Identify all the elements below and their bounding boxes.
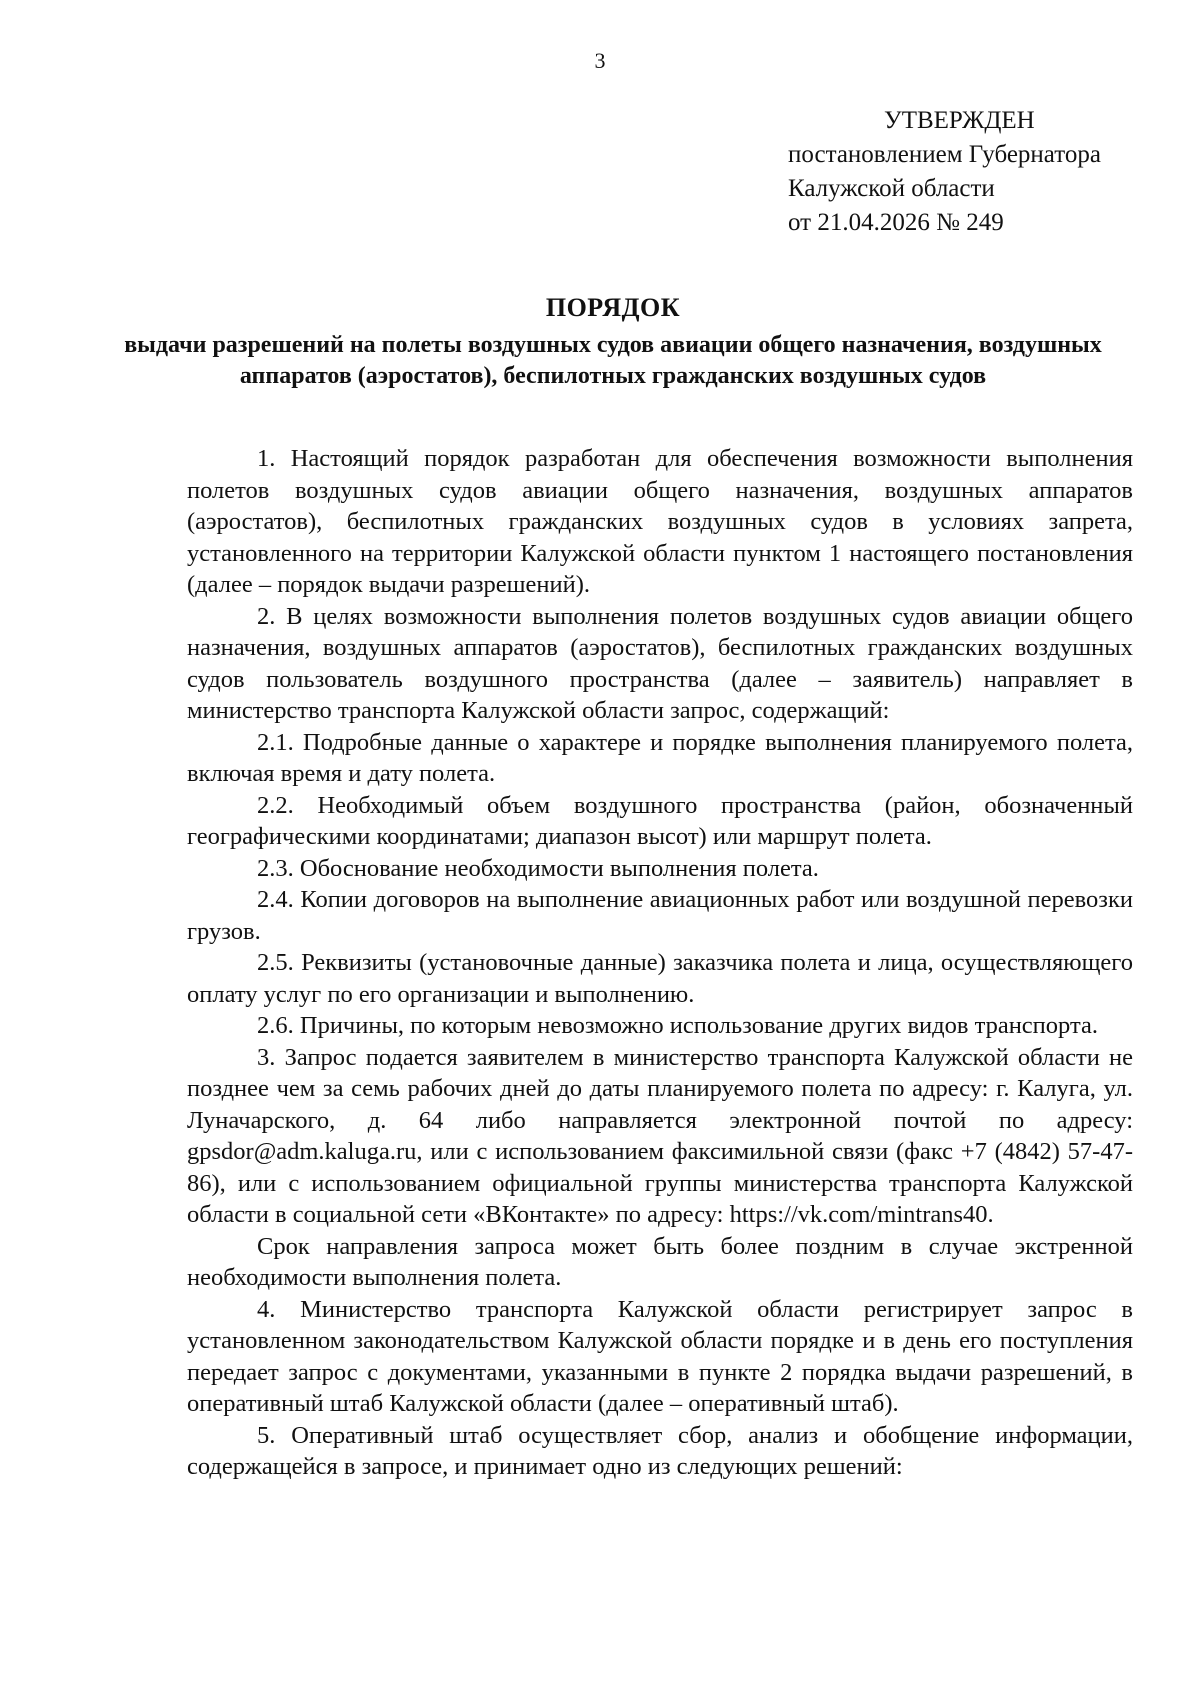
paragraph-5: 5. Оперативный штаб осуществляет сбор, анализ и обобщение информации, содержащейся в запросе, и принимает одно из следующих решений: — [187, 1421, 1133, 1480]
approval-line-region: Калужской области — [788, 175, 995, 202]
approval-line-date: от 21.04.2026 № 249 — [788, 209, 1004, 236]
paragraph-2-4: 2.4. Копии договоров на выполнение авиационных работ или воздушной перевозки грузов. — [187, 886, 1133, 945]
title-subheading: выдачи разрешений на полеты воздушных судов авиации общего назначения, воздушных аппаратов (аэростатов), беспилотных гражданских воздушных судов — [124, 332, 1102, 389]
page-number: 3 — [594, 48, 606, 73]
paragraph-2-6: 2.6. Причины, по которым невозможно использование других видов транспорта. — [257, 1012, 1098, 1039]
paragraph-2-1: 2.1. Подробные данные о характере и порядке выполнения планируемого полета, включая время и дату полета. — [187, 728, 1133, 787]
paragraph-4: 4. Министерство транспорта Калужской области регистрирует запрос в установленном законодательством Калужской области порядке и в день его поступления передает запрос с документами, указанными в пункте 2 порядка выдачи разрешений, в оперативный штаб Калужской области (далее – оперативный штаб). — [187, 1295, 1133, 1417]
approval-block — [788, 104, 1168, 240]
paragraph-2-5: 2.5. Реквизиты (установочные данные) заказчика полета и лица, осуществляющего оплату услуг по его организации и выполнению. — [187, 949, 1133, 1008]
document-body — [187, 443, 1133, 1483]
paragraph-3: 3. Запрос подается заявителем в министерство транспорта Калужской области не позднее чем за семь рабочих дней до даты планируемого полета по адресу: г. Калуга, ул. Луначарского, д. 64 либо направляется электронной почтой по адресу: gpsdor@adm.kaluga.ru, или с использованием факсимильной связи (факс +7 (4842) 57-47-86), или с использованием официальной группы министерства транспорта Калужской области в социальной сети «ВКонтакте» по адресу: https://vk.com/mintrans40. — [187, 1043, 1133, 1228]
paragraph-2: 2. В целях возможности выполнения полетов воздушных судов авиации общего назначения, воздушных аппаратов (аэростатов), беспилотных гражданских воздушных судов пользователь воздушного пространства (далее – заявитель) направляет в министерство транспорта Калужской области запрос, содержащий: — [187, 602, 1133, 724]
paragraph-3-deadline-note: Срок направления запроса может быть более поздним в случае экстренной необходимости выполнения полета. — [187, 1232, 1133, 1291]
paragraph-1: 1. Настоящий порядок разработан для обеспечения возможности выполнения полетов воздушных судов авиации общего назначения, воздушных аппаратов (аэростатов), беспилотных гражданских воздушных судов в условиях запрета, установленного на территории Калужской области пунктом 1 настоящего постановления (далее – порядок выдачи разрешений). — [187, 445, 1133, 598]
approval-stamp: УТВЕРЖДЕН — [884, 107, 1035, 134]
paragraph-2-2: 2.2. Необходимый объем воздушного пространства (район, обозначенный географическими координатами; диапазон высот) или маршрут полета. — [187, 791, 1133, 850]
paragraph-2-3: 2.3. Обоснование необходимости выполнения полета. — [257, 854, 819, 882]
title-heading: ПОРЯДОК — [545, 293, 681, 322]
approval-line-decree: постановлением Губернатора — [788, 141, 1101, 168]
document-title — [120, 290, 1106, 392]
